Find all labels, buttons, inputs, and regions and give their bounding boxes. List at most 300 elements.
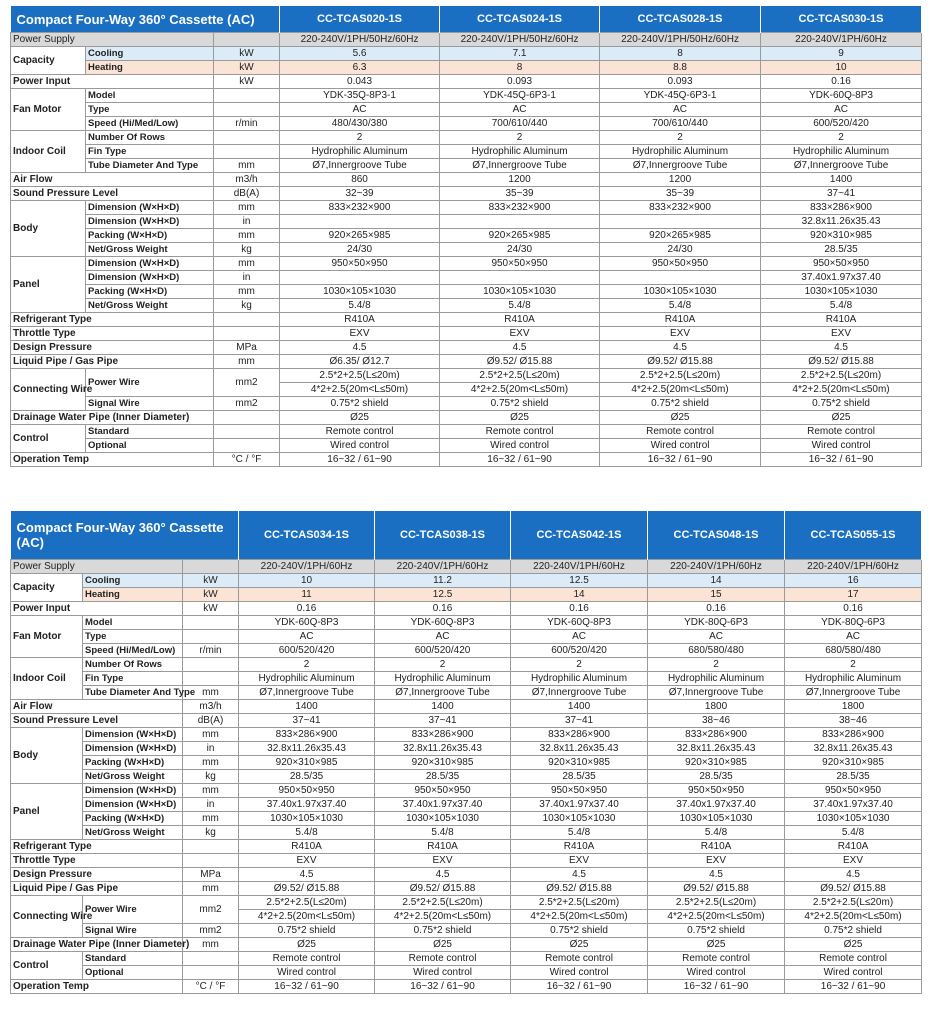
row-unit	[214, 439, 280, 453]
cell-value: 28.5/35	[239, 770, 375, 784]
table-row	[11, 952, 922, 966]
cell-value: 37~41	[239, 714, 375, 728]
cell-value: 833×286×900	[239, 728, 375, 742]
cell-value: 700/610/440	[600, 117, 761, 131]
row-group-label: Power Supply	[11, 33, 214, 47]
table-row	[11, 103, 922, 117]
cell-value: 37.40x1.97x37.40	[375, 798, 511, 812]
cell-value: 4*2+2.5(20m<L≤50m)	[440, 383, 600, 397]
cell-value: Remote control	[511, 952, 648, 966]
row-unit: m3/h	[183, 700, 239, 714]
row-sub-label: Dimension (W×H×D)	[86, 257, 214, 271]
cell-value: YDK-45Q-6P3-1	[600, 89, 761, 103]
cell-value: AC	[785, 630, 922, 644]
row-unit: mm2	[214, 397, 280, 411]
row-sub-label: Signal Wire	[86, 397, 214, 411]
cell-value: 32.8x11.26x35.43	[785, 742, 922, 756]
table-row	[11, 980, 922, 994]
cell-value: Remote control	[375, 952, 511, 966]
cell-value: Hydrophilic Aluminum	[375, 672, 511, 686]
cell-value: 1800	[648, 700, 785, 714]
row-unit	[183, 616, 239, 630]
table-row	[11, 257, 922, 271]
cell-value: Remote control	[600, 425, 761, 439]
cell-value: R410A	[761, 313, 922, 327]
row-unit: kW	[183, 574, 239, 588]
row-sub-label: Dimension (W×H×D)	[83, 798, 183, 812]
cell-value: 1030×105×1030	[785, 812, 922, 826]
cell-value: Wired control	[648, 966, 785, 980]
cell-value: Hydrophilic Aluminum	[600, 145, 761, 159]
cell-value: YDK-80Q-6P3	[785, 616, 922, 630]
cell-value: 5.4/8	[375, 826, 511, 840]
cell-value: Hydrophilic Aluminum	[785, 672, 922, 686]
cell-value: 950×50×950	[375, 784, 511, 798]
cell-value: Ø25	[239, 938, 375, 952]
cell-value: 16~32 / 61~90	[648, 980, 785, 994]
table-row	[11, 131, 922, 145]
row-unit: MPa	[183, 868, 239, 882]
cell-value: YDK-60Q-8P3	[761, 89, 922, 103]
cell-value: 0.75*2 shield	[375, 924, 511, 938]
cell-value: 1400	[511, 700, 648, 714]
row-unit: mm	[214, 257, 280, 271]
table-row	[11, 840, 922, 854]
cell-value: 920×310×985	[648, 756, 785, 770]
cell-value: 1400	[239, 700, 375, 714]
cell-value: Hydrophilic Aluminum	[440, 145, 600, 159]
row-sub-label: Number Of Rows	[86, 131, 214, 145]
cell-value: R410A	[239, 840, 375, 854]
cell-value: 833×286×900	[648, 728, 785, 742]
cell-value: 1400	[375, 700, 511, 714]
cell-value: Wired control	[511, 966, 648, 980]
cell-value: 600/520/420	[511, 644, 648, 658]
cell-value: Ø25	[511, 938, 648, 952]
cell-value: 950×50×950	[648, 784, 785, 798]
row-sub-label: Packing (W×H×D)	[83, 812, 183, 826]
cell-value: 16~32 / 61~90	[785, 980, 922, 994]
table-row	[11, 588, 922, 602]
table-title: Compact Four-Way 360° Cassette (AC)	[11, 511, 239, 560]
cell-value: YDK-45Q-6P3-1	[440, 89, 600, 103]
spec-table-1	[10, 6, 922, 467]
cell-value: 37~41	[511, 714, 648, 728]
cell-value: 920×310×985	[511, 756, 648, 770]
table-row	[11, 187, 922, 201]
row-group-label: Indoor Coil	[11, 131, 86, 173]
row-group-label: Capacity	[11, 47, 86, 75]
cell-value: AC	[375, 630, 511, 644]
cell-value: 37.40x1.97x37.40	[239, 798, 375, 812]
cell-value: 1030×105×1030	[239, 812, 375, 826]
row-unit	[183, 854, 239, 868]
row-group-label: Liquid Pipe / Gas Pipe	[11, 355, 214, 369]
cell-value: AC	[440, 103, 600, 117]
row-group-label: Panel	[11, 257, 86, 313]
cell-value: 2.5*2+2.5(L≤20m)	[511, 896, 648, 910]
row-unit: mm	[183, 882, 239, 896]
cell-value: 0.16	[375, 602, 511, 616]
row-unit	[214, 145, 280, 159]
row-unit: °C / °F	[214, 453, 280, 467]
cell-value: AC	[761, 103, 922, 117]
row-group-label: Design Pressure	[11, 868, 183, 882]
cell-value: 920×265×985	[600, 229, 761, 243]
row-unit: mm	[183, 686, 239, 700]
row-unit	[183, 630, 239, 644]
row-unit: mm	[214, 159, 280, 173]
cell-value: 7.1	[440, 47, 600, 61]
cell-value: 480/430/380	[280, 117, 440, 131]
row-unit: in	[183, 798, 239, 812]
row-sub-label: Heating	[83, 588, 183, 602]
cell-value: 1030×105×1030	[648, 812, 785, 826]
row-group-label: Fan Motor	[11, 616, 83, 658]
row-sub-label: Type	[83, 630, 183, 644]
cell-value: 28.5/35	[648, 770, 785, 784]
cell-value: 4*2+2.5(20m<L≤50m)	[511, 910, 648, 924]
cell-value: 15	[648, 588, 785, 602]
cell-value: 1400	[761, 173, 922, 187]
row-unit	[214, 327, 280, 341]
cell-value: AC	[648, 630, 785, 644]
cell-value: 14	[648, 574, 785, 588]
cell-value: 32.8x11.26x35.43	[648, 742, 785, 756]
cell-value: Ø25	[440, 411, 600, 425]
cell-value	[600, 215, 761, 229]
cell-value: 950×50×950	[761, 257, 922, 271]
cell-value: 950×50×950	[600, 257, 761, 271]
cell-value: AC	[239, 630, 375, 644]
table-row	[11, 742, 922, 756]
row-unit	[183, 966, 239, 980]
cell-value: 32.8x11.26x35.43	[239, 742, 375, 756]
cell-value: Ø7,Innergroove Tube	[511, 686, 648, 700]
cell-value: 0.75*2 shield	[280, 397, 440, 411]
cell-value: Ø7,Innergroove Tube	[280, 159, 440, 173]
row-unit	[183, 658, 239, 672]
row-unit: kW	[214, 61, 280, 75]
cell-value: 17	[785, 588, 922, 602]
row-unit: mm	[183, 784, 239, 798]
row-group-label: Power Input	[11, 75, 214, 89]
cell-value: 833×232×900	[280, 201, 440, 215]
row-sub-label: Standard	[86, 425, 214, 439]
cell-value: 833×286×900	[375, 728, 511, 742]
cell-value: 16~32 / 61~90	[280, 453, 440, 467]
cell-value: 4*2+2.5(20m<L≤50m)	[239, 910, 375, 924]
row-group-label: Control	[11, 425, 86, 453]
cell-value: 600/520/420	[375, 644, 511, 658]
cell-value: 1200	[600, 173, 761, 187]
model-header: CC-TCAS028-1S	[600, 6, 761, 33]
cell-value: YDK-80Q-6P3	[648, 616, 785, 630]
cell-value: R410A	[375, 840, 511, 854]
row-sub-label: Dimension (W×H×D)	[83, 728, 183, 742]
cell-value: 4*2+2.5(20m<L≤50m)	[648, 910, 785, 924]
cell-value: 4.5	[280, 341, 440, 355]
cell-value: 920×265×985	[280, 229, 440, 243]
row-group-label: Design Pressure	[11, 341, 214, 355]
table-row	[11, 243, 922, 257]
table-row	[11, 826, 922, 840]
cell-value: 8	[600, 47, 761, 61]
cell-value: 10	[761, 61, 922, 75]
cell-value: 5.4/8	[600, 299, 761, 313]
cell-value: 4*2+2.5(20m<L≤50m)	[600, 383, 761, 397]
table-row	[11, 201, 922, 215]
cell-value	[440, 271, 600, 285]
cell-value: 9	[761, 47, 922, 61]
model-header: CC-TCAS034-1S	[239, 511, 375, 560]
cell-value: 28.5/35	[761, 243, 922, 257]
cell-value: EXV	[280, 327, 440, 341]
row-unit: dB(A)	[214, 187, 280, 201]
cell-value: 4.5	[375, 868, 511, 882]
cell-value: 0.75*2 shield	[239, 924, 375, 938]
row-group-label: Connecting Wire	[11, 896, 83, 938]
row-unit	[183, 672, 239, 686]
cell-value: Ø9.52/ Ø15.88	[785, 882, 922, 896]
cell-value: Wired control	[239, 966, 375, 980]
table-row	[11, 89, 922, 103]
table-row	[11, 616, 922, 630]
table-row	[11, 812, 922, 826]
cell-value: Ø25	[761, 411, 922, 425]
cell-value: YDK-60Q-8P3	[511, 616, 648, 630]
cell-value: 0.093	[600, 75, 761, 89]
cell-value: 0.093	[440, 75, 600, 89]
cell-value: 5.4/8	[440, 299, 600, 313]
cell-value: Remote control	[761, 425, 922, 439]
cell-value: EXV	[440, 327, 600, 341]
row-unit: mm2	[214, 369, 280, 397]
cell-value: Remote control	[785, 952, 922, 966]
table-row	[11, 75, 922, 89]
row-unit: dB(A)	[183, 714, 239, 728]
cell-value: 2	[375, 658, 511, 672]
cell-value: YDK-60Q-8P3	[375, 616, 511, 630]
row-unit	[214, 411, 280, 425]
cell-value: 833×232×900	[600, 201, 761, 215]
cell-value: 24/30	[600, 243, 761, 257]
cell-value: 600/520/420	[239, 644, 375, 658]
cell-value: 5.4/8	[785, 826, 922, 840]
row-group-label: Panel	[11, 784, 83, 840]
table-row	[11, 145, 922, 159]
cell-value: 950×50×950	[440, 257, 600, 271]
row-unit: m3/h	[214, 173, 280, 187]
cell-value: 11.2	[375, 574, 511, 588]
cell-value: Ø7,Innergroove Tube	[785, 686, 922, 700]
row-sub-label: Net/Gross Weight	[83, 826, 183, 840]
table-row	[11, 672, 922, 686]
table-row	[11, 159, 922, 173]
row-sub-label: Dimension (W×H×D)	[83, 784, 183, 798]
cell-value: 920×310×985	[785, 756, 922, 770]
row-unit: mm	[183, 756, 239, 770]
row-group-label: Liquid Pipe / Gas Pipe	[11, 882, 183, 896]
cell-value: AC	[511, 630, 648, 644]
cell-value: 2.5*2+2.5(L≤20m)	[600, 369, 761, 383]
row-unit: in	[214, 271, 280, 285]
cell-value: EXV	[511, 854, 648, 868]
table-title: Compact Four-Way 360° Cassette (AC)	[11, 6, 280, 33]
cell-value: 4.5	[511, 868, 648, 882]
cell-value: 220-240V/1PH/50Hz/60Hz	[600, 33, 761, 47]
cell-value: EXV	[239, 854, 375, 868]
cell-value: Ø9.52/ Ø15.88	[440, 355, 600, 369]
cell-value: 5.4/8	[511, 826, 648, 840]
cell-value: Hydrophilic Aluminum	[511, 672, 648, 686]
cell-value: EXV	[761, 327, 922, 341]
cell-value: 2	[785, 658, 922, 672]
cell-value: 16~32 / 61~90	[375, 980, 511, 994]
table-row	[11, 439, 922, 453]
row-sub-label: Dimension (W×H×D)	[83, 742, 183, 756]
row-unit: kW	[214, 47, 280, 61]
cell-value: 37.40x1.97x37.40	[761, 271, 922, 285]
model-header: CC-TCAS038-1S	[375, 511, 511, 560]
table-row	[11, 938, 922, 952]
table-row	[11, 215, 922, 229]
table-row	[11, 700, 922, 714]
cell-value: 220-240V/1PH/60Hz	[511, 560, 648, 574]
cell-value: Ø7,Innergroove Tube	[375, 686, 511, 700]
cell-value: Ø7,Innergroove Tube	[440, 159, 600, 173]
cell-value: 0.75*2 shield	[600, 397, 761, 411]
cell-value: 12.5	[375, 588, 511, 602]
cell-value: 950×50×950	[785, 784, 922, 798]
cell-value: 38~46	[785, 714, 922, 728]
row-group-label: Operation Temp	[11, 980, 183, 994]
row-unit: mm	[214, 229, 280, 243]
row-unit: kg	[214, 299, 280, 313]
row-unit: mm	[183, 812, 239, 826]
cell-value: 28.5/35	[511, 770, 648, 784]
cell-value: 220-240V/1PH/60Hz	[785, 560, 922, 574]
cell-value: Ø9.52/ Ø15.88	[511, 882, 648, 896]
table-row	[11, 868, 922, 882]
row-unit: r/min	[214, 117, 280, 131]
spec-table-2	[10, 511, 922, 994]
row-unit	[183, 560, 239, 574]
cell-value: Ø6.35/ Ø12.7	[280, 355, 440, 369]
cell-value: 11	[239, 588, 375, 602]
row-sub-label: Packing (W×H×D)	[86, 229, 214, 243]
cell-value: 6.3	[280, 61, 440, 75]
cell-value: 220-240V/1PH/60Hz	[761, 33, 922, 47]
cell-value: 220-240V/1PH/60Hz	[648, 560, 785, 574]
cell-value: 2	[440, 131, 600, 145]
table-row	[11, 854, 922, 868]
cell-value: 5.4/8	[648, 826, 785, 840]
cell-value: 920×310×985	[375, 756, 511, 770]
cell-value: Ø9.52/ Ø15.88	[648, 882, 785, 896]
table-row	[11, 714, 922, 728]
row-unit	[214, 103, 280, 117]
cell-value: 32.8x11.26x35.43	[375, 742, 511, 756]
row-sub-label: Tube Diameter And Type	[83, 686, 183, 700]
cell-value: 4*2+2.5(20m<L≤50m)	[280, 383, 440, 397]
cell-value: 700/610/440	[440, 117, 600, 131]
row-group-label: Refrigerant Type	[11, 313, 214, 327]
cell-value: 1030×105×1030	[761, 285, 922, 299]
cell-value: 2	[239, 658, 375, 672]
cell-value: 0.043	[280, 75, 440, 89]
table-row	[11, 285, 922, 299]
cell-value: 37~41	[375, 714, 511, 728]
cell-value: Hydrophilic Aluminum	[761, 145, 922, 159]
cell-value: 2.5*2+2.5(L≤20m)	[761, 369, 922, 383]
cell-value: Wired control	[280, 439, 440, 453]
row-sub-label: Packing (W×H×D)	[86, 285, 214, 299]
row-unit: in	[214, 215, 280, 229]
cell-value: 28.5/35	[375, 770, 511, 784]
cell-value: R410A	[280, 313, 440, 327]
cell-value: 1030×105×1030	[280, 285, 440, 299]
row-sub-label: Speed (Hi/Med/Low)	[83, 644, 183, 658]
table-row	[11, 924, 922, 938]
cell-value: 0.75*2 shield	[511, 924, 648, 938]
model-header: CC-TCAS042-1S	[511, 511, 648, 560]
cell-value: 37.40x1.97x37.40	[511, 798, 648, 812]
row-sub-label: Fin Type	[86, 145, 214, 159]
row-unit	[214, 131, 280, 145]
cell-value: 2	[600, 131, 761, 145]
row-unit	[214, 33, 280, 47]
cell-value: Ø25	[600, 411, 761, 425]
row-group-label: Indoor Coil	[11, 658, 83, 700]
cell-value: R410A	[511, 840, 648, 854]
row-group-label: Connecting Wire	[11, 369, 86, 411]
cell-value: 32~39	[280, 187, 440, 201]
table-row	[11, 425, 922, 439]
cell-value: 1030×105×1030	[600, 285, 761, 299]
table-row	[11, 966, 922, 980]
row-sub-label: Power Wire	[86, 369, 214, 397]
row-sub-label: Fin Type	[83, 672, 183, 686]
row-group-label: Power Input	[11, 602, 183, 616]
row-sub-label: Packing (W×H×D)	[83, 756, 183, 770]
row-sub-label: Model	[83, 616, 183, 630]
cell-value: 37~41	[761, 187, 922, 201]
table-row	[11, 728, 922, 742]
cell-value: 220-240V/1PH/60Hz	[375, 560, 511, 574]
model-header: CC-TCAS020-1S	[280, 6, 440, 33]
row-group-label: Drainage Water Pipe (Inner Diameter)	[11, 411, 214, 425]
row-unit	[183, 952, 239, 966]
cell-value: EXV	[600, 327, 761, 341]
cell-value: Ø9.52/ Ø15.88	[761, 355, 922, 369]
cell-value: Ø25	[648, 938, 785, 952]
table-row	[11, 341, 922, 355]
cell-value: 2.5*2+2.5(L≤20m)	[785, 896, 922, 910]
table-row	[11, 560, 922, 574]
row-sub-label: Type	[86, 103, 214, 117]
cell-value: R410A	[648, 840, 785, 854]
row-unit: mm2	[183, 924, 239, 938]
table-row	[11, 896, 922, 910]
cell-value: Wired control	[600, 439, 761, 453]
table-row	[11, 602, 922, 616]
cell-value: 2	[511, 658, 648, 672]
row-group-label: Body	[11, 728, 83, 784]
cell-value: 220-240V/1PH/50Hz/60Hz	[440, 33, 600, 47]
row-group-label: Body	[11, 201, 86, 257]
cell-value: Ø9.52/ Ø15.88	[600, 355, 761, 369]
